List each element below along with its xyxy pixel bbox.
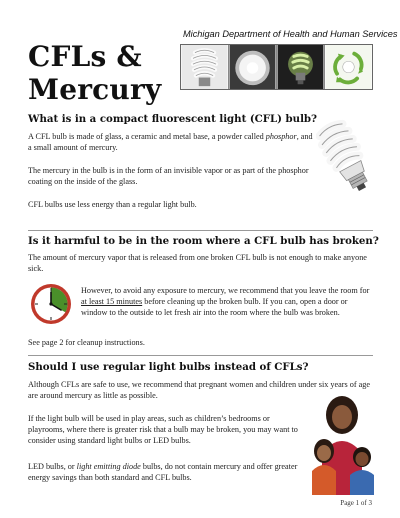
- text-segment: LED bulbs, or: [28, 462, 77, 471]
- cfl-bulb-icon: [316, 118, 378, 202]
- agency-name: Michigan Department of Health and Human Services: [183, 29, 398, 39]
- paragraph-mercury-vapor: The mercury in the bulb is in the form of an invisible vapor or as part of the phosphor coating on the inside of the glass.: [28, 166, 309, 186]
- text-segment: A CFL bulb is made of glass, a ceramic and metal base, a powder called: [28, 132, 264, 141]
- header-image-strip: [180, 44, 373, 90]
- paragraph-energy-use: CFL bulbs use less energy than a regular light bulb.: [28, 200, 197, 209]
- cfl-bulb-icon: [181, 45, 229, 89]
- paragraph-bulb-materials: [28, 131, 318, 153]
- section-heading-regular-bulbs: Should I use regular light bulbs instead of CFLs?: [28, 361, 309, 373]
- text-emphasis-phosphor: phosphor: [265, 132, 297, 141]
- title-line-2: Mercury: [28, 73, 162, 106]
- title-line-1: CFLs &: [28, 40, 142, 73]
- paragraph-pregnant-children: Although CFLs are safe to use, we recommend that pregnant women and children under six years of age are around mercury as little as possible.: [28, 380, 370, 400]
- section-divider: [28, 355, 373, 356]
- text-segment: bulbs, do not contain mercury and offer greater energy savings than both standard and CFL bulbs.: [28, 462, 298, 482]
- clock-icon: [30, 283, 72, 325]
- paragraph-vapor-amount: The amount of mercury vapor that is released from one broken CFL bulb is not enough to make anyone sick.: [28, 253, 367, 273]
- paragraph-wait-recommendation: [81, 285, 373, 318]
- section-divider: [28, 230, 373, 231]
- section-heading-broken-bulb: Is it harmful to be in the room where a CFL bulb has broken?: [28, 235, 379, 247]
- text-segment: However, to avoid any exposure to mercury, we recommend that you leave the room for: [81, 286, 370, 295]
- text-underline-15-minutes: at least 15 minutes: [81, 297, 143, 306]
- family-photo: [304, 393, 382, 495]
- text-segment: , and a small amount of mercury.: [28, 132, 313, 152]
- section-heading-cfl-contents: What is in a compact fluorescent light (CFL) bulb?: [28, 113, 318, 125]
- text-segment: before cleaning up the broken bulb. If you can, open a door or window to the outside to let fresh air into the room where the bulb was broken.: [81, 297, 348, 317]
- text-emphasis-led: light emitting diode: [76, 462, 141, 471]
- page-title: [28, 40, 161, 106]
- paragraph-led-bulbs: [28, 461, 304, 483]
- green-bulb-icon: [277, 45, 325, 89]
- paragraph-play-areas: If the light bulb will be used in play areas, such as children’s bedrooms or playrooms, where there is greater risk that a bulb may be broken, you may want to consider using standard light bulbs or LED bulbs.: [28, 414, 298, 445]
- page-number: Page 1 of 3: [340, 499, 372, 507]
- recycle-bulb-icon: [325, 45, 372, 89]
- light-fixture-icon: [229, 45, 277, 89]
- paragraph-cleanup-reference: See page 2 for cleanup instructions.: [28, 338, 145, 347]
